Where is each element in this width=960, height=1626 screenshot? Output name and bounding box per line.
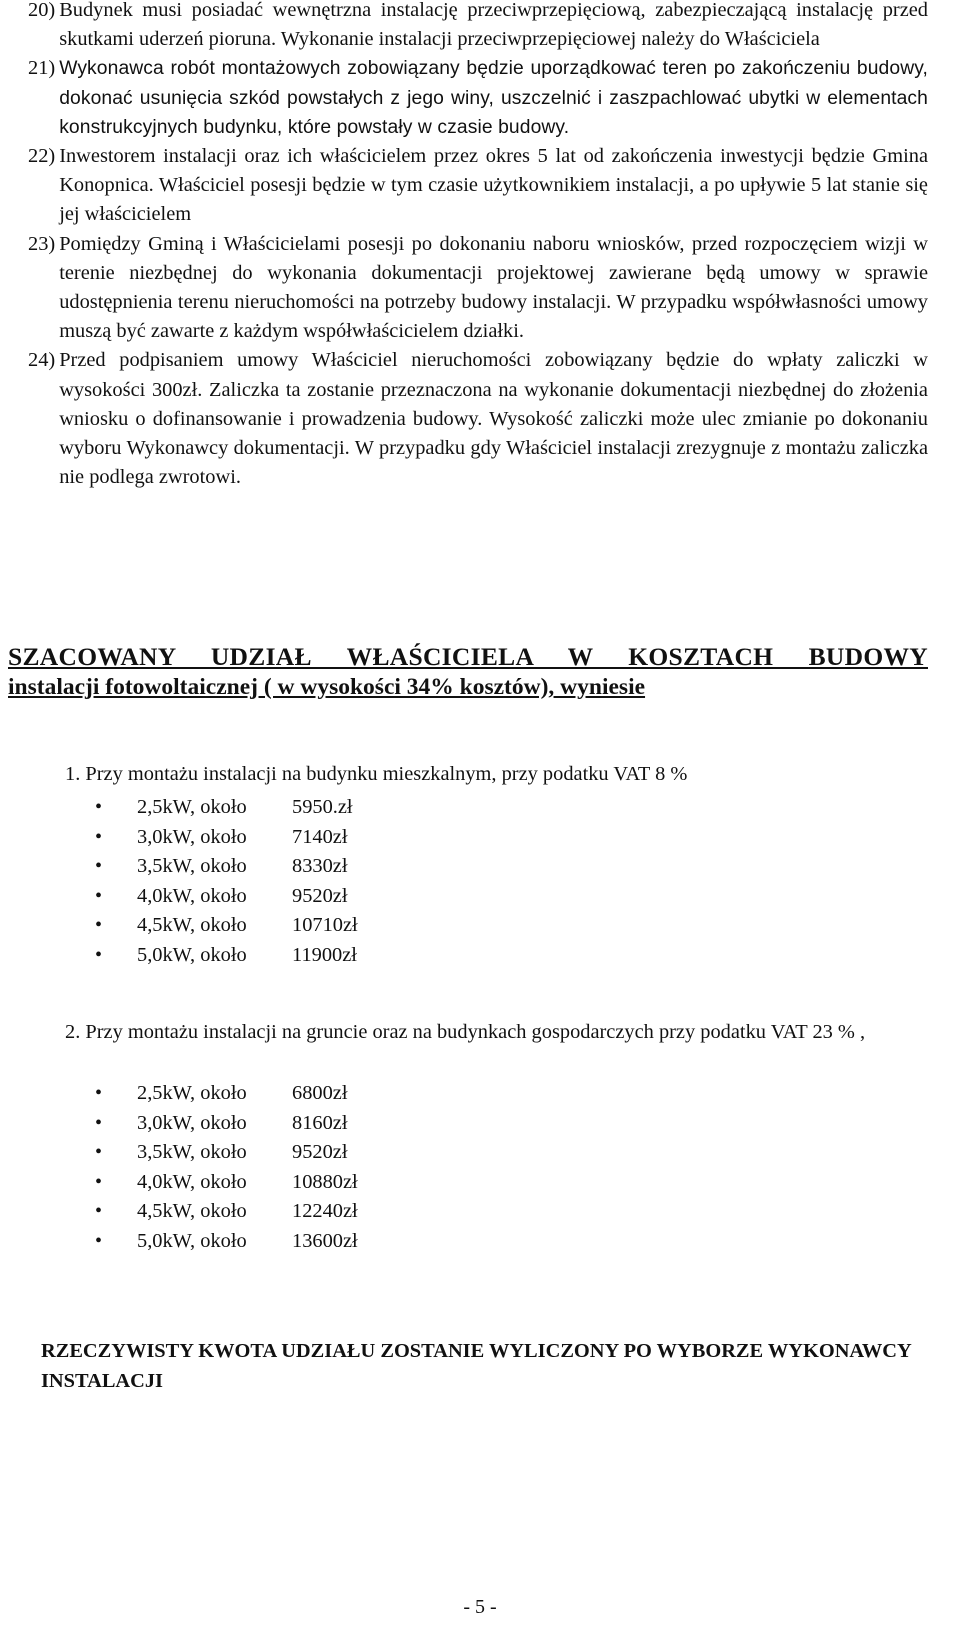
heading-line-1: SZACOWANY UDZIAŁ WŁAŚCICIELA W KOSZTACH BUDOWY [8, 642, 928, 671]
bullet-icon: • [95, 1082, 103, 1104]
item-cost: 13600zł [292, 1229, 358, 1252]
list-item [95, 823, 358, 853]
bullet-icon: • [95, 1111, 103, 1134]
item-cost: 5950.zł [292, 796, 353, 818]
item-cost: 11900zł [292, 943, 357, 966]
bullet-icon: • [95, 914, 103, 937]
list-item [95, 1109, 358, 1139]
bullet-icon: • [95, 1229, 103, 1252]
clause-text: Pomiędzy Gminą i Właścicielami posesji po dokonaniu naboru wniosków, przed rozpoczęciem wizji w terenie niezbędnej do wykonania dokumentacji projektowej zawierane będą umowy w sprawie udostępnienia terenu nieruchomości na potrzeby budowy instalacji. W przypadku współwłasności umowy muszą być zawarte z każdym współwłaścicielem działki. [59, 232, 928, 343]
item-cost: 8330zł [292, 855, 348, 878]
clause-number: 23) [28, 232, 56, 255]
item-power: 2,5kW, około [137, 796, 247, 818]
cost-share-heading [8, 642, 928, 702]
list-item [95, 882, 358, 912]
list-item [95, 1227, 358, 1257]
clause-22 [28, 142, 928, 230]
item-power: 5,0kW, około [137, 1229, 247, 1252]
list-item [95, 1138, 358, 1168]
item-power: 3,5kW, około [137, 1141, 247, 1164]
bullet-icon: • [95, 855, 103, 878]
clauses-list [28, 0, 928, 492]
heading-line-2: instalacji fotowoltaicznej ( w wysokości 34% kosztów), wyniesie [8, 674, 646, 700]
clause-text: Wykonawca robót montażowych zobowiązany będzie uporządkować teren po zakończeniu budowy, dokonać usunięcia szkód powstałych z jego winy, uszczelnić i zaszpachlować ubytki w elementach konstrukcyjnych budynku, które powstały w czasie budowy. [59, 58, 928, 138]
list-item [95, 1079, 358, 1109]
clause-number: 20) [28, 0, 56, 21]
list-item [95, 911, 358, 941]
item-power: 4,5kW, około [137, 914, 247, 937]
item-cost: 9520zł [292, 1141, 348, 1164]
list-1-title: 1. Przy montażu instalacji na budynku mieszkalnym, przy podatku VAT 8 % [65, 763, 688, 785]
item-power: 4,0kW, około [137, 884, 247, 907]
bullet-icon: • [95, 1200, 103, 1223]
clause-23 [28, 230, 928, 347]
list-item [95, 1197, 358, 1227]
item-power: 3,5kW, około [137, 855, 247, 878]
bullet-icon: • [95, 825, 103, 848]
item-power: 2,5kW, około [137, 1082, 247, 1104]
item-power: 4,5kW, około [137, 1200, 247, 1223]
item-cost: 12240zł [292, 1200, 358, 1223]
conclusion-note: RZECZYWISTY KWOTA UDZIAŁU ZOSTANIE WYLICZONY PO WYBORZE WYKONAWCY INSTALACJI [41, 1340, 911, 1392]
clause-text: Inwestorem instalacji oraz ich właścicielem przez okres 5 lat od zakończenia inwestycji będzie Gmina Konopnica. Właściciel posesji będzie w tym czasie użytkownikiem instalacji, a po upływie 5 lat stanie się jej właścicielem [59, 145, 928, 226]
item-power: 3,0kW, około [137, 1111, 247, 1134]
clause-text: Przed podpisaniem umowy Właściciel nieruchomości zobowiązany będzie do wpłaty zaliczki w wysokości 300zł. Zaliczka ta zostanie przeznaczona na wykonanie dokumentacji niezbędnej do złożenia wniosku o dofinansowanie i prowadzenia budowy. Wysokość zaliczki może ulec zmianie po dokonaniu wyboru Wykonawcy dokumentacji. W przypadku gdy Właściciel instalacji zrezygnuje z montażu zaliczka nie podlega zwrotowi. [59, 349, 928, 489]
list-2-items [95, 1079, 358, 1257]
clause-number: 22) [28, 145, 56, 168]
item-cost: 6800zł [292, 1082, 348, 1104]
bullet-icon: • [95, 943, 103, 966]
page-number: - 5 - [463, 1596, 497, 1618]
clause-21 [28, 54, 928, 142]
list-item [95, 941, 358, 971]
list-1-items [95, 793, 358, 971]
item-cost: 7140zł [292, 825, 348, 848]
item-power: 4,0kW, około [137, 1170, 247, 1193]
bullet-icon: • [95, 1170, 103, 1193]
list-item [95, 852, 358, 882]
item-cost: 10880zł [292, 1170, 358, 1193]
clause-number: 21) [28, 57, 56, 80]
list-item [95, 793, 358, 823]
item-cost: 10710zł [292, 914, 358, 937]
clause-20 [28, 0, 928, 54]
clause-text: Budynek musi posiadać wewnętrzna instalację przeciwprzepięciową, zabezpieczającą instalację przed skutkami uderzeń pioruna. Wykonanie instalacji przeciwprzepięciowej należy do Właściciela [59, 0, 928, 51]
item-power: 5,0kW, około [137, 943, 247, 966]
list-2-title: 2. Przy montażu instalacji na gruncie oraz na budynkach gospodarczych przy podatku VAT 23 % , [65, 1021, 866, 1043]
item-cost: 8160zł [292, 1111, 348, 1134]
item-cost: 9520zł [292, 884, 348, 907]
bullet-icon: • [95, 1141, 103, 1164]
clause-number: 24) [28, 349, 56, 372]
list-item [95, 1168, 358, 1198]
item-power: 3,0kW, około [137, 825, 247, 848]
bullet-icon: • [95, 796, 103, 818]
clause-24 [28, 346, 928, 492]
bullet-icon: • [95, 884, 103, 907]
